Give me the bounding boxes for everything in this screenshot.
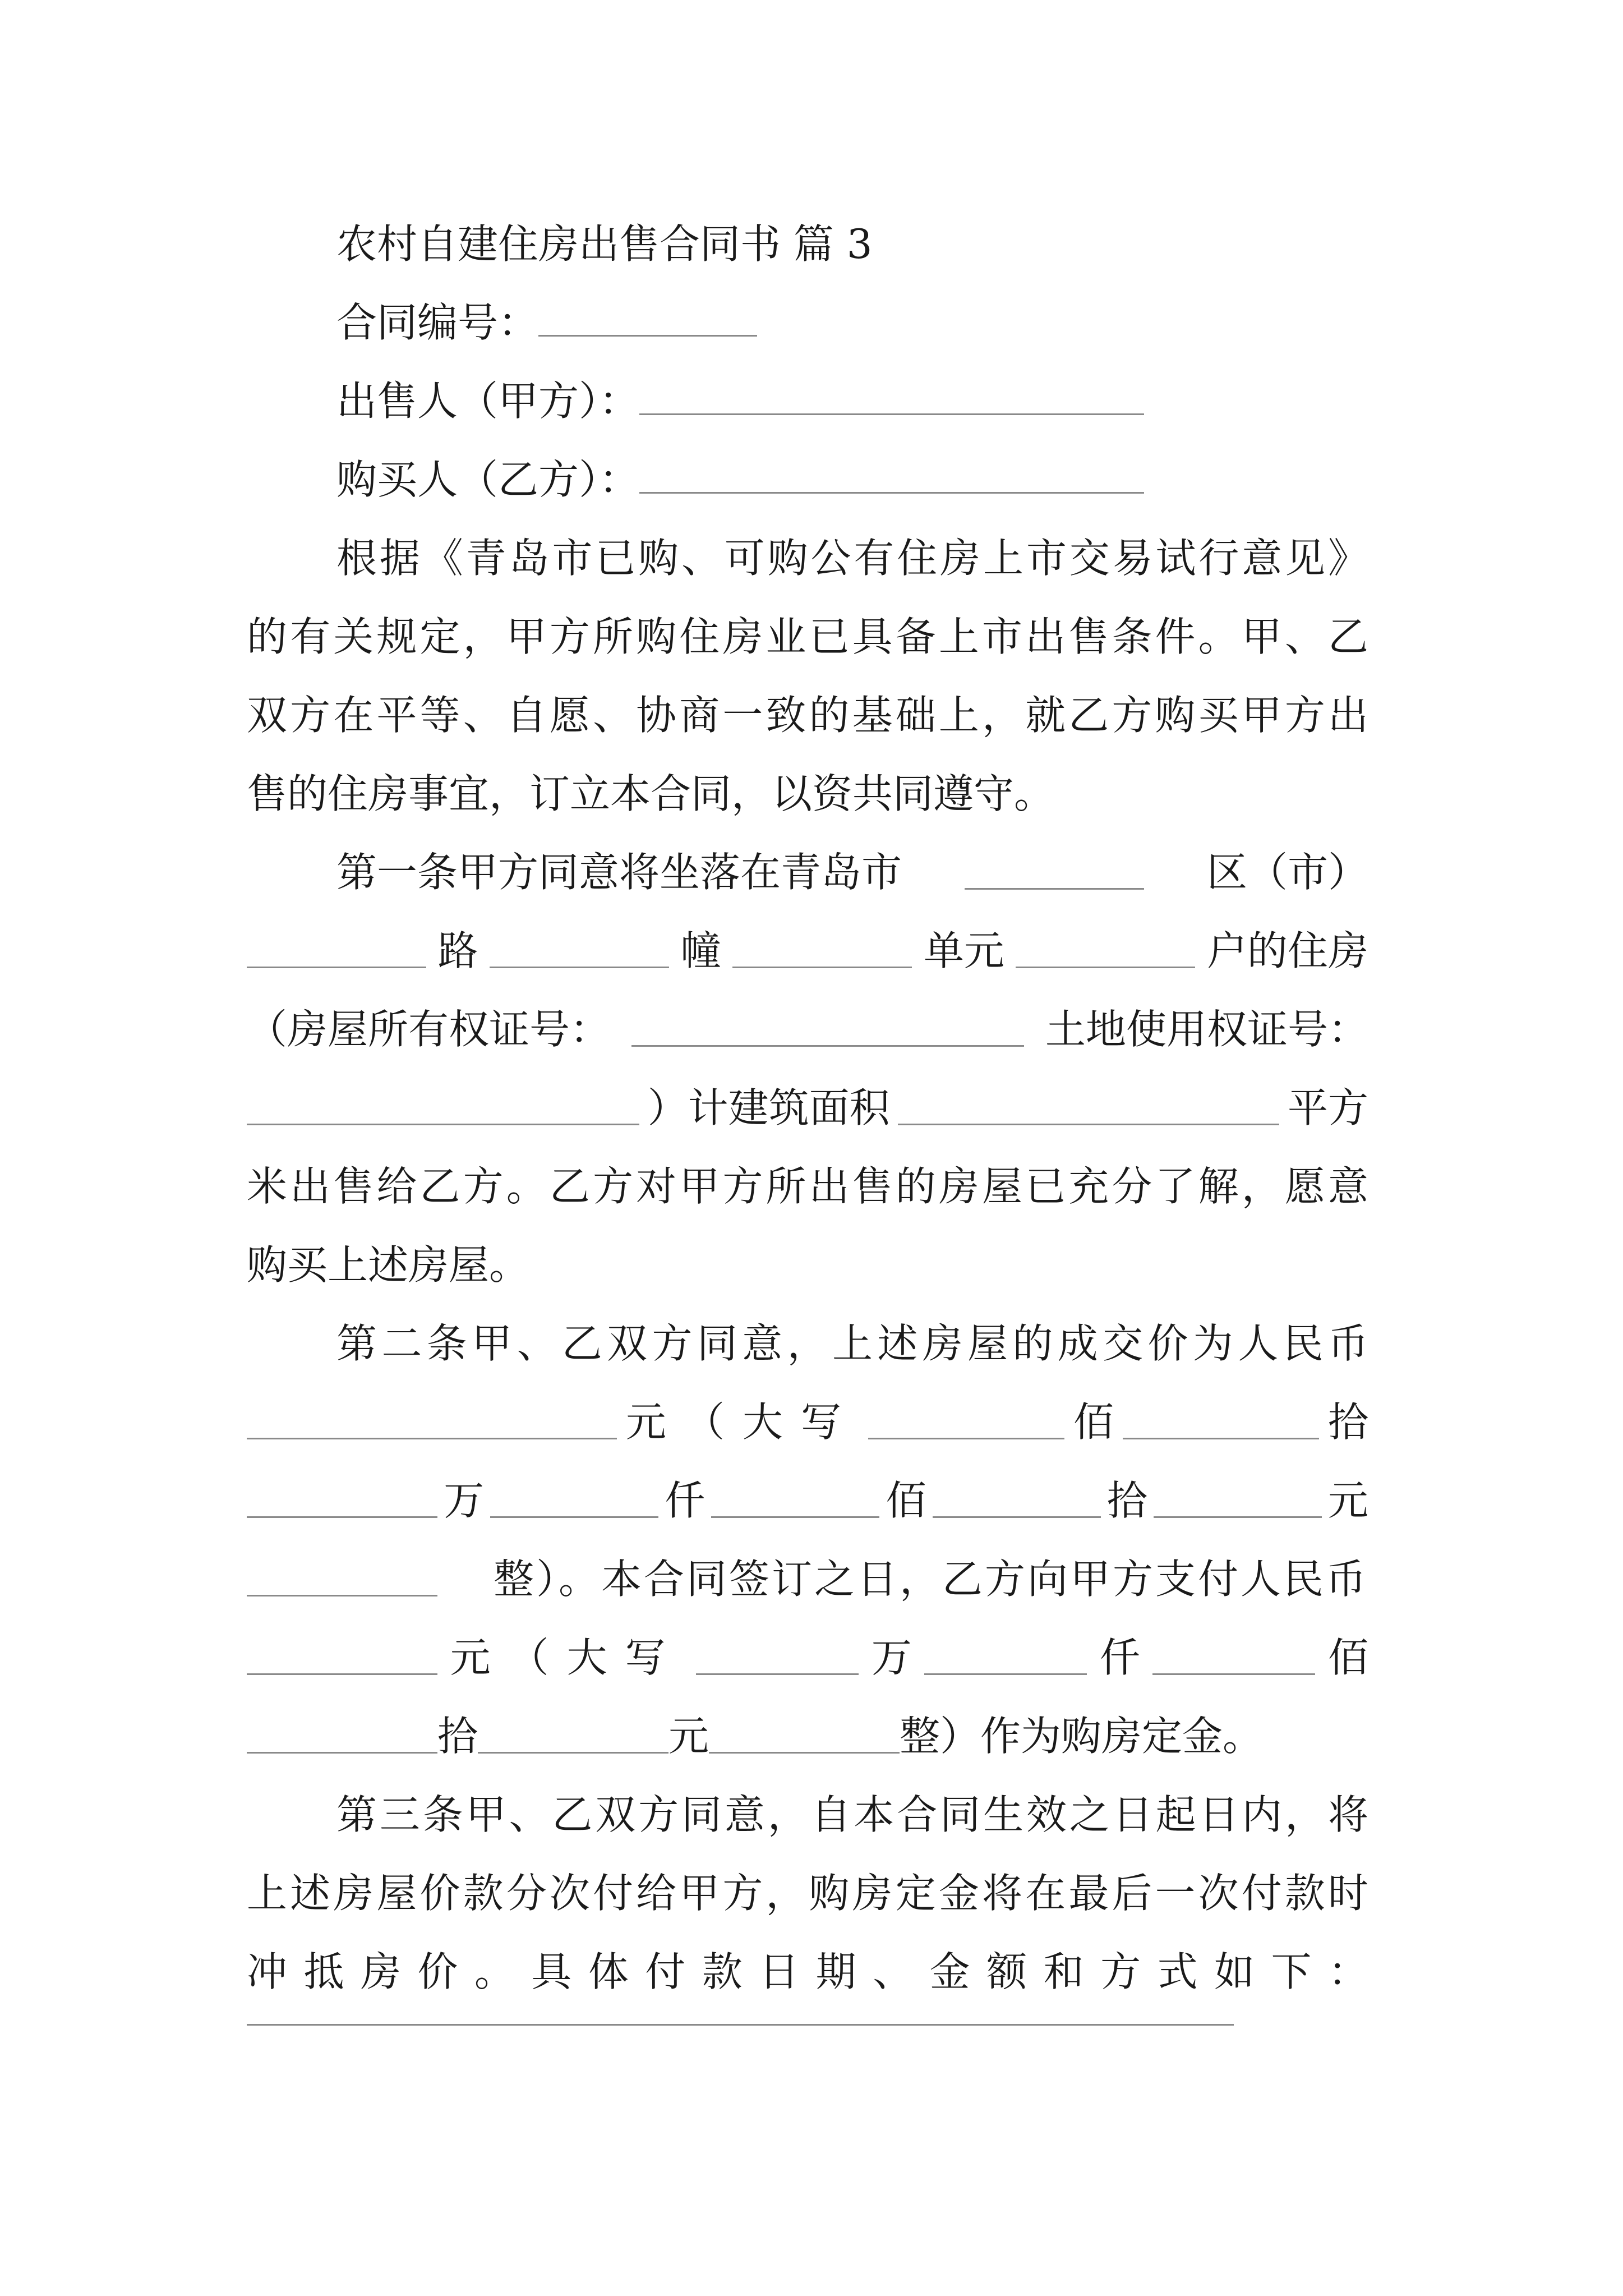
buyer-line xyxy=(336,440,1144,519)
unit-field[interactable] xyxy=(732,934,912,968)
contract-number-line xyxy=(336,283,757,362)
price-yuan-field[interactable] xyxy=(1154,1484,1322,1518)
household-field[interactable] xyxy=(1016,934,1195,968)
deposit-field[interactable] xyxy=(247,1641,437,1675)
article1-line-6: 购买上述房屋。 xyxy=(247,1241,530,1289)
district-field[interactable] xyxy=(965,855,1144,890)
preamble-line-1: 根据《青岛市已购、可购公有住房上市交易试行意见》 xyxy=(336,535,1368,582)
seller-label: 出售人（甲方）： xyxy=(336,378,640,425)
buyer-label: 购买人（乙方）： xyxy=(336,456,640,503)
ownership-cert-field[interactable] xyxy=(631,1013,1024,1047)
price-bai2-field[interactable] xyxy=(711,1484,879,1518)
contract-number-label: 合同编号： xyxy=(336,299,539,346)
price-wan-field[interactable] xyxy=(247,1484,437,1518)
article2-line-6: 拾 元 整）作为购房定金。 xyxy=(247,1697,1263,1775)
preamble-line-3: 双方在平等、自愿、协商一致的基础上，就乙方购买甲方出 xyxy=(247,692,1368,739)
article3-line-2: 上述房屋价款分次付给甲方，购房定金将在最后一次付款时 xyxy=(247,1870,1368,1917)
article3-line-3: 冲抵房价。具体付款日期、金额和方式如下： xyxy=(247,1948,1368,1995)
area-field[interactable] xyxy=(898,1091,1279,1125)
price-shi2-field[interactable] xyxy=(933,1484,1101,1518)
price-shi-field[interactable] xyxy=(1123,1405,1319,1439)
deposit-qian-field[interactable] xyxy=(924,1641,1087,1675)
article2-line-3: 万 仟 佰 拾 元 xyxy=(247,1461,1368,1540)
article1-line-4: ）计建筑面积 平方 xyxy=(247,1069,1368,1147)
document-title: 农村自建住房出售合同书 篇 3 xyxy=(336,220,873,268)
contract-number-field[interactable] xyxy=(538,302,757,337)
article2-line-2: 元（大写 佰 拾 xyxy=(247,1383,1368,1461)
article1-line-2: 路 幢 单元 户的住房 xyxy=(247,912,1368,990)
road-field[interactable] xyxy=(247,934,426,968)
article2-line-5: 元（大写 万 仟 佰 xyxy=(247,1618,1368,1697)
article1-line-3: （房屋所有权证号： 土地使用权证号： xyxy=(247,1006,1368,1053)
deposit-bai-field[interactable] xyxy=(1152,1641,1315,1675)
seller-line xyxy=(336,362,1144,440)
seller-field[interactable] xyxy=(639,381,1144,415)
payment-details-field[interactable] xyxy=(247,2024,1234,2026)
land-cert-field[interactable] xyxy=(247,1091,639,1125)
price-qian-field[interactable] xyxy=(490,1484,658,1518)
price-field[interactable] xyxy=(247,1405,617,1439)
article2-line-1: 第二条甲、乙双方同意，上述房屋的成交价为人民币 xyxy=(336,1320,1368,1367)
preamble-line-4: 售的住房事宜，订立本合同，以资共同遵守。 xyxy=(247,770,1055,817)
deposit-wan-field[interactable] xyxy=(696,1641,859,1675)
article1-line-5: 米出售给乙方。乙方对甲方所出售的房屋已充分了解，愿意 xyxy=(247,1163,1368,1210)
deposit-yuan-field[interactable] xyxy=(478,1719,668,1754)
price-bai-field[interactable] xyxy=(868,1405,1064,1439)
article3-line-1: 第三条甲、乙双方同意，自本合同生效之日起日内，将 xyxy=(336,1791,1368,1838)
deposit-shi-field[interactable] xyxy=(247,1719,437,1754)
article2-line-4: 整）。本合同签订之日，乙方向甲方支付人民币 xyxy=(247,1540,1368,1618)
article1-line-1: 第一条甲方同意将坐落在青岛市 区（市） xyxy=(336,849,1368,896)
deposit-zheng-field[interactable] xyxy=(709,1719,900,1754)
price-zheng-field[interactable] xyxy=(247,1562,437,1596)
buyer-field[interactable] xyxy=(639,459,1144,494)
building-field[interactable] xyxy=(490,934,669,968)
preamble-line-2: 的有关规定，甲方所购住房业已具备上市出售条件。甲、乙 xyxy=(247,613,1368,660)
